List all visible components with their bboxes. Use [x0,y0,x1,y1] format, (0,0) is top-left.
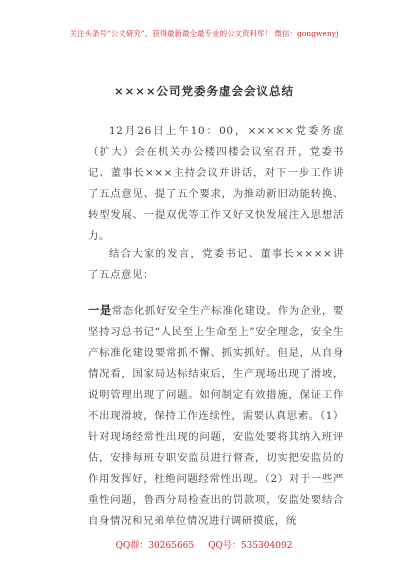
footer-qq-group: QQ群：30265665 [115,541,195,551]
paragraph-summary: 结合大家的发言，党委书记、董事长××××讲了五点意见： [88,248,344,281]
header-banner: 关注头条号“公文研究”，获得最新最全最专业的公文资料库！ 微信：gongwenyj [69,29,339,38]
paragraph-point-one [88,300,344,532]
footer-contact [0,538,408,551]
point-lead: 一是 [88,303,112,317]
paragraph-intro: 12月26日上午10：00，×××××党委务虚（扩大）会在机关办公楼四楼会议室召开，党委书记、董事长×××主持会议并讲话，对下一步工作讲了五点意见、提了五个要求，为推动新旧动能转换、转型发展、一提双优等工作又好又快发展注入思想活力。 [88,125,344,242]
point-one-body: 常态化抓好安全生产标准化建设。作为企业，要坚持习总书记“人民至上生命至上”安全理念，安全生产标准化建设要常抓不懈、抓实抓好。但是，从自身情况看，国家局达标结束后，生产现场出现了滑坡，说明管理出现了问题。如何制定有效措施，保证工作不出现滑坡，保持工作连续性，需要认真思索。（1）针对现场经常性出现的问题，安监处要将其纳入班评估，安排每班专职安监员进行督查，切实把安监员的作用发挥好，杜绝问题经常性出现。（2）对于一些严重性问题，鲁西分局检查出的罚款项，安监处要结合自身情况和兄弟单位情况进行调研摸底，统 [88,305,344,527]
footer-qq: QQ号：535304092 [208,541,293,551]
document-title: ××××公司党委务虚会会议总结 [113,84,295,98]
